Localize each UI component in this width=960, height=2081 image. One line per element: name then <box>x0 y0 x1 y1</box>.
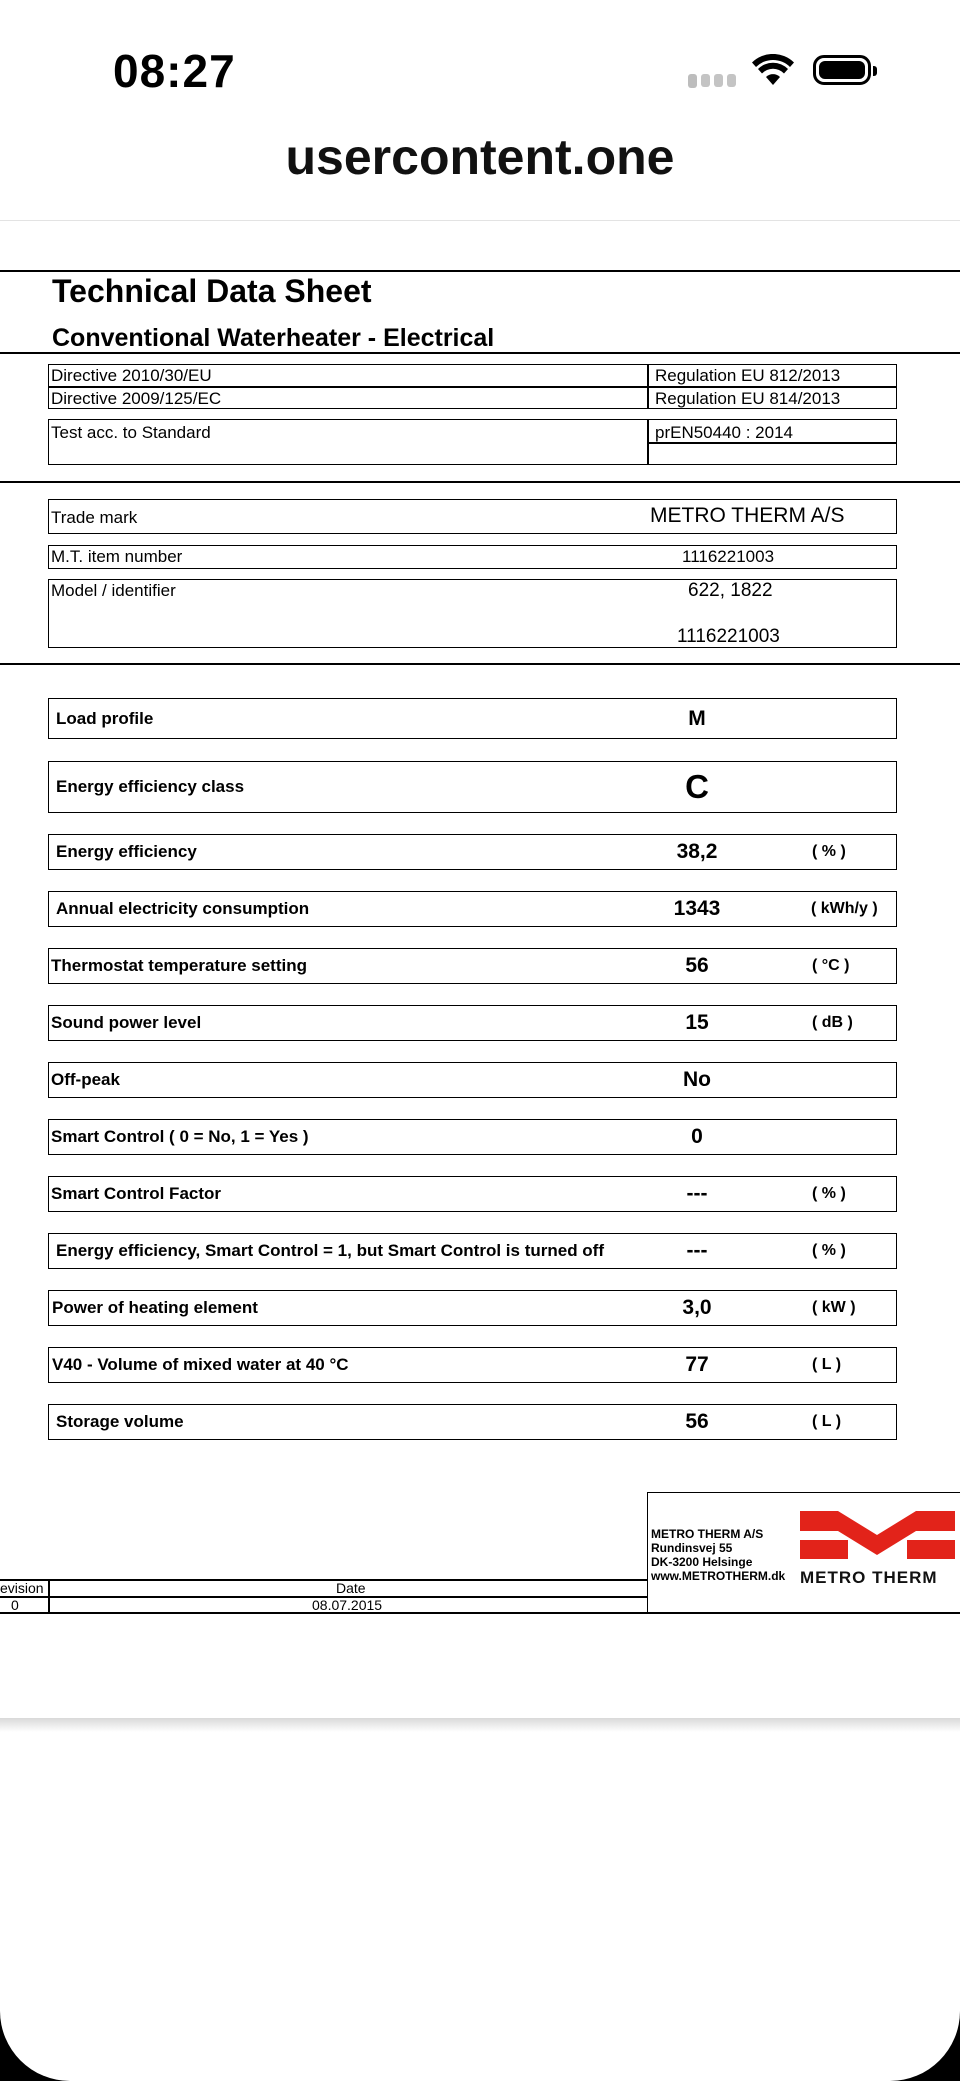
row-label: Load profile <box>56 708 154 728</box>
test-standard-label: Test acc. to Standard <box>51 423 211 442</box>
data-row-storage-volume <box>48 1404 897 1440</box>
row-unit: ( dB ) <box>812 1014 853 1031</box>
directive-label: Directive 2010/30/EU <box>51 366 212 385</box>
row-unit: ( °C ) <box>812 957 850 974</box>
regulation-value: Regulation EU 812/2013 <box>655 366 841 385</box>
row-value: --- <box>686 1182 708 1205</box>
test-standard-value: prEN50440 : 2014 <box>655 423 793 442</box>
row-unit: ( kW ) <box>812 1299 856 1316</box>
toolbar-divider <box>0 220 960 221</box>
company-web: www.METROTHERM.dk <box>651 1569 786 1583</box>
divider <box>0 1579 647 1581</box>
row-unit: ( L ) <box>812 1356 842 1373</box>
revision-value: 0 <box>11 1597 19 1613</box>
row-value: --- <box>686 1239 708 1262</box>
address-bar-url[interactable]: usercontent.one <box>285 129 675 185</box>
date-header: Date <box>336 1580 366 1596</box>
row-unit: ( L ) <box>812 1413 842 1430</box>
model-value: 622, 1822 <box>688 580 773 601</box>
row-value: M <box>688 706 706 730</box>
row-value: 38,2 <box>676 840 718 863</box>
row-unit: ( % ) <box>812 1242 846 1259</box>
metro-therm-logo-icon <box>800 1511 955 1566</box>
item-number-value: 1116221003 <box>682 547 775 566</box>
battery-icon <box>813 55 871 85</box>
directive-label: Directive 2009/125/EC <box>51 389 222 408</box>
revision-header: evision <box>0 1580 44 1596</box>
divider <box>647 419 649 465</box>
row-label: Sound power level <box>51 1013 202 1032</box>
model-label: Model / identifier <box>51 581 176 600</box>
row-value: No <box>683 1068 711 1091</box>
row-label: Power of heating element <box>52 1298 258 1317</box>
sheet-title: Technical Data Sheet <box>52 273 372 309</box>
row-label: Energy efficiency <box>56 842 197 861</box>
regulation-value: Regulation EU 814/2013 <box>655 389 841 408</box>
row-value: 56 <box>685 954 709 977</box>
date-value: 08.07.2015 <box>312 1597 383 1613</box>
divider <box>48 1579 50 1613</box>
row-label: Storage volume <box>56 1412 184 1431</box>
doc-top-rule <box>0 270 960 272</box>
data-row-annual-consumption <box>48 891 897 927</box>
divider <box>48 386 897 388</box>
footer-rule <box>0 1612 960 1614</box>
data-row-energy-class <box>48 761 897 813</box>
company-city: DK-3200 Helsinge <box>651 1555 753 1569</box>
item-number-label: M.T. item number <box>51 547 183 566</box>
sheet-subtitle: Conventional Waterheater - Electrical <box>52 324 495 352</box>
data-row-v40-volume <box>48 1347 897 1383</box>
divider <box>647 364 649 409</box>
row-label: Smart Control Factor <box>51 1184 222 1203</box>
row-unit: ( % ) <box>812 843 846 860</box>
row-value: 3,0 <box>682 1296 712 1319</box>
row-value: 0 <box>691 1125 703 1148</box>
section-rule <box>0 481 960 483</box>
logo-wordmark: METRO THERM <box>800 1568 938 1587</box>
trade-mark-value: METRO THERM A/S <box>650 504 845 527</box>
company-name: METRO THERM A/S <box>651 1527 764 1541</box>
row-value: 56 <box>685 1410 709 1433</box>
data-row-heating-power <box>48 1290 897 1326</box>
row-label: Off-peak <box>51 1070 120 1089</box>
data-row-smart-control-off <box>48 1233 897 1269</box>
status-time: 08:27 <box>113 45 236 97</box>
data-row-thermostat <box>48 948 897 984</box>
data-row-load-profile <box>48 698 897 739</box>
model-value: 1116221003 <box>677 626 780 647</box>
row-value: 77 <box>685 1353 709 1376</box>
row-value: 1343 <box>673 897 721 920</box>
row-label: Energy efficiency class <box>56 777 245 796</box>
header-rule <box>0 352 960 354</box>
data-row-energy-efficiency <box>48 834 897 870</box>
data-row-off-peak <box>48 1062 897 1098</box>
wifi-icon <box>752 54 794 86</box>
section-rule <box>0 663 960 665</box>
company-address <box>651 1527 785 1583</box>
row-label: Smart Control ( 0 = No, 1 = Yes ) <box>51 1127 309 1146</box>
data-row-smart-control <box>48 1119 897 1155</box>
row-label: Thermostat temperature setting <box>51 956 307 975</box>
data-row-sound-power <box>48 1005 897 1041</box>
row-label: V40 - Volume of mixed water at 40 °C <box>52 1355 349 1374</box>
row-value: 15 <box>685 1011 709 1034</box>
row-label: Energy efficiency, Smart Control = 1, but Smart Control is turned off <box>56 1241 605 1260</box>
trade-mark-label: Trade mark <box>51 508 138 527</box>
row-unit: ( kWh/y ) <box>811 900 878 917</box>
row-value: C <box>685 768 709 805</box>
row-unit: ( % ) <box>812 1185 846 1202</box>
page-shadow <box>0 1718 960 1732</box>
company-street: Rundinsvej 55 <box>651 1541 733 1555</box>
row-label: Annual electricity consumption <box>56 899 310 918</box>
data-row-smart-control-factor <box>48 1176 897 1212</box>
